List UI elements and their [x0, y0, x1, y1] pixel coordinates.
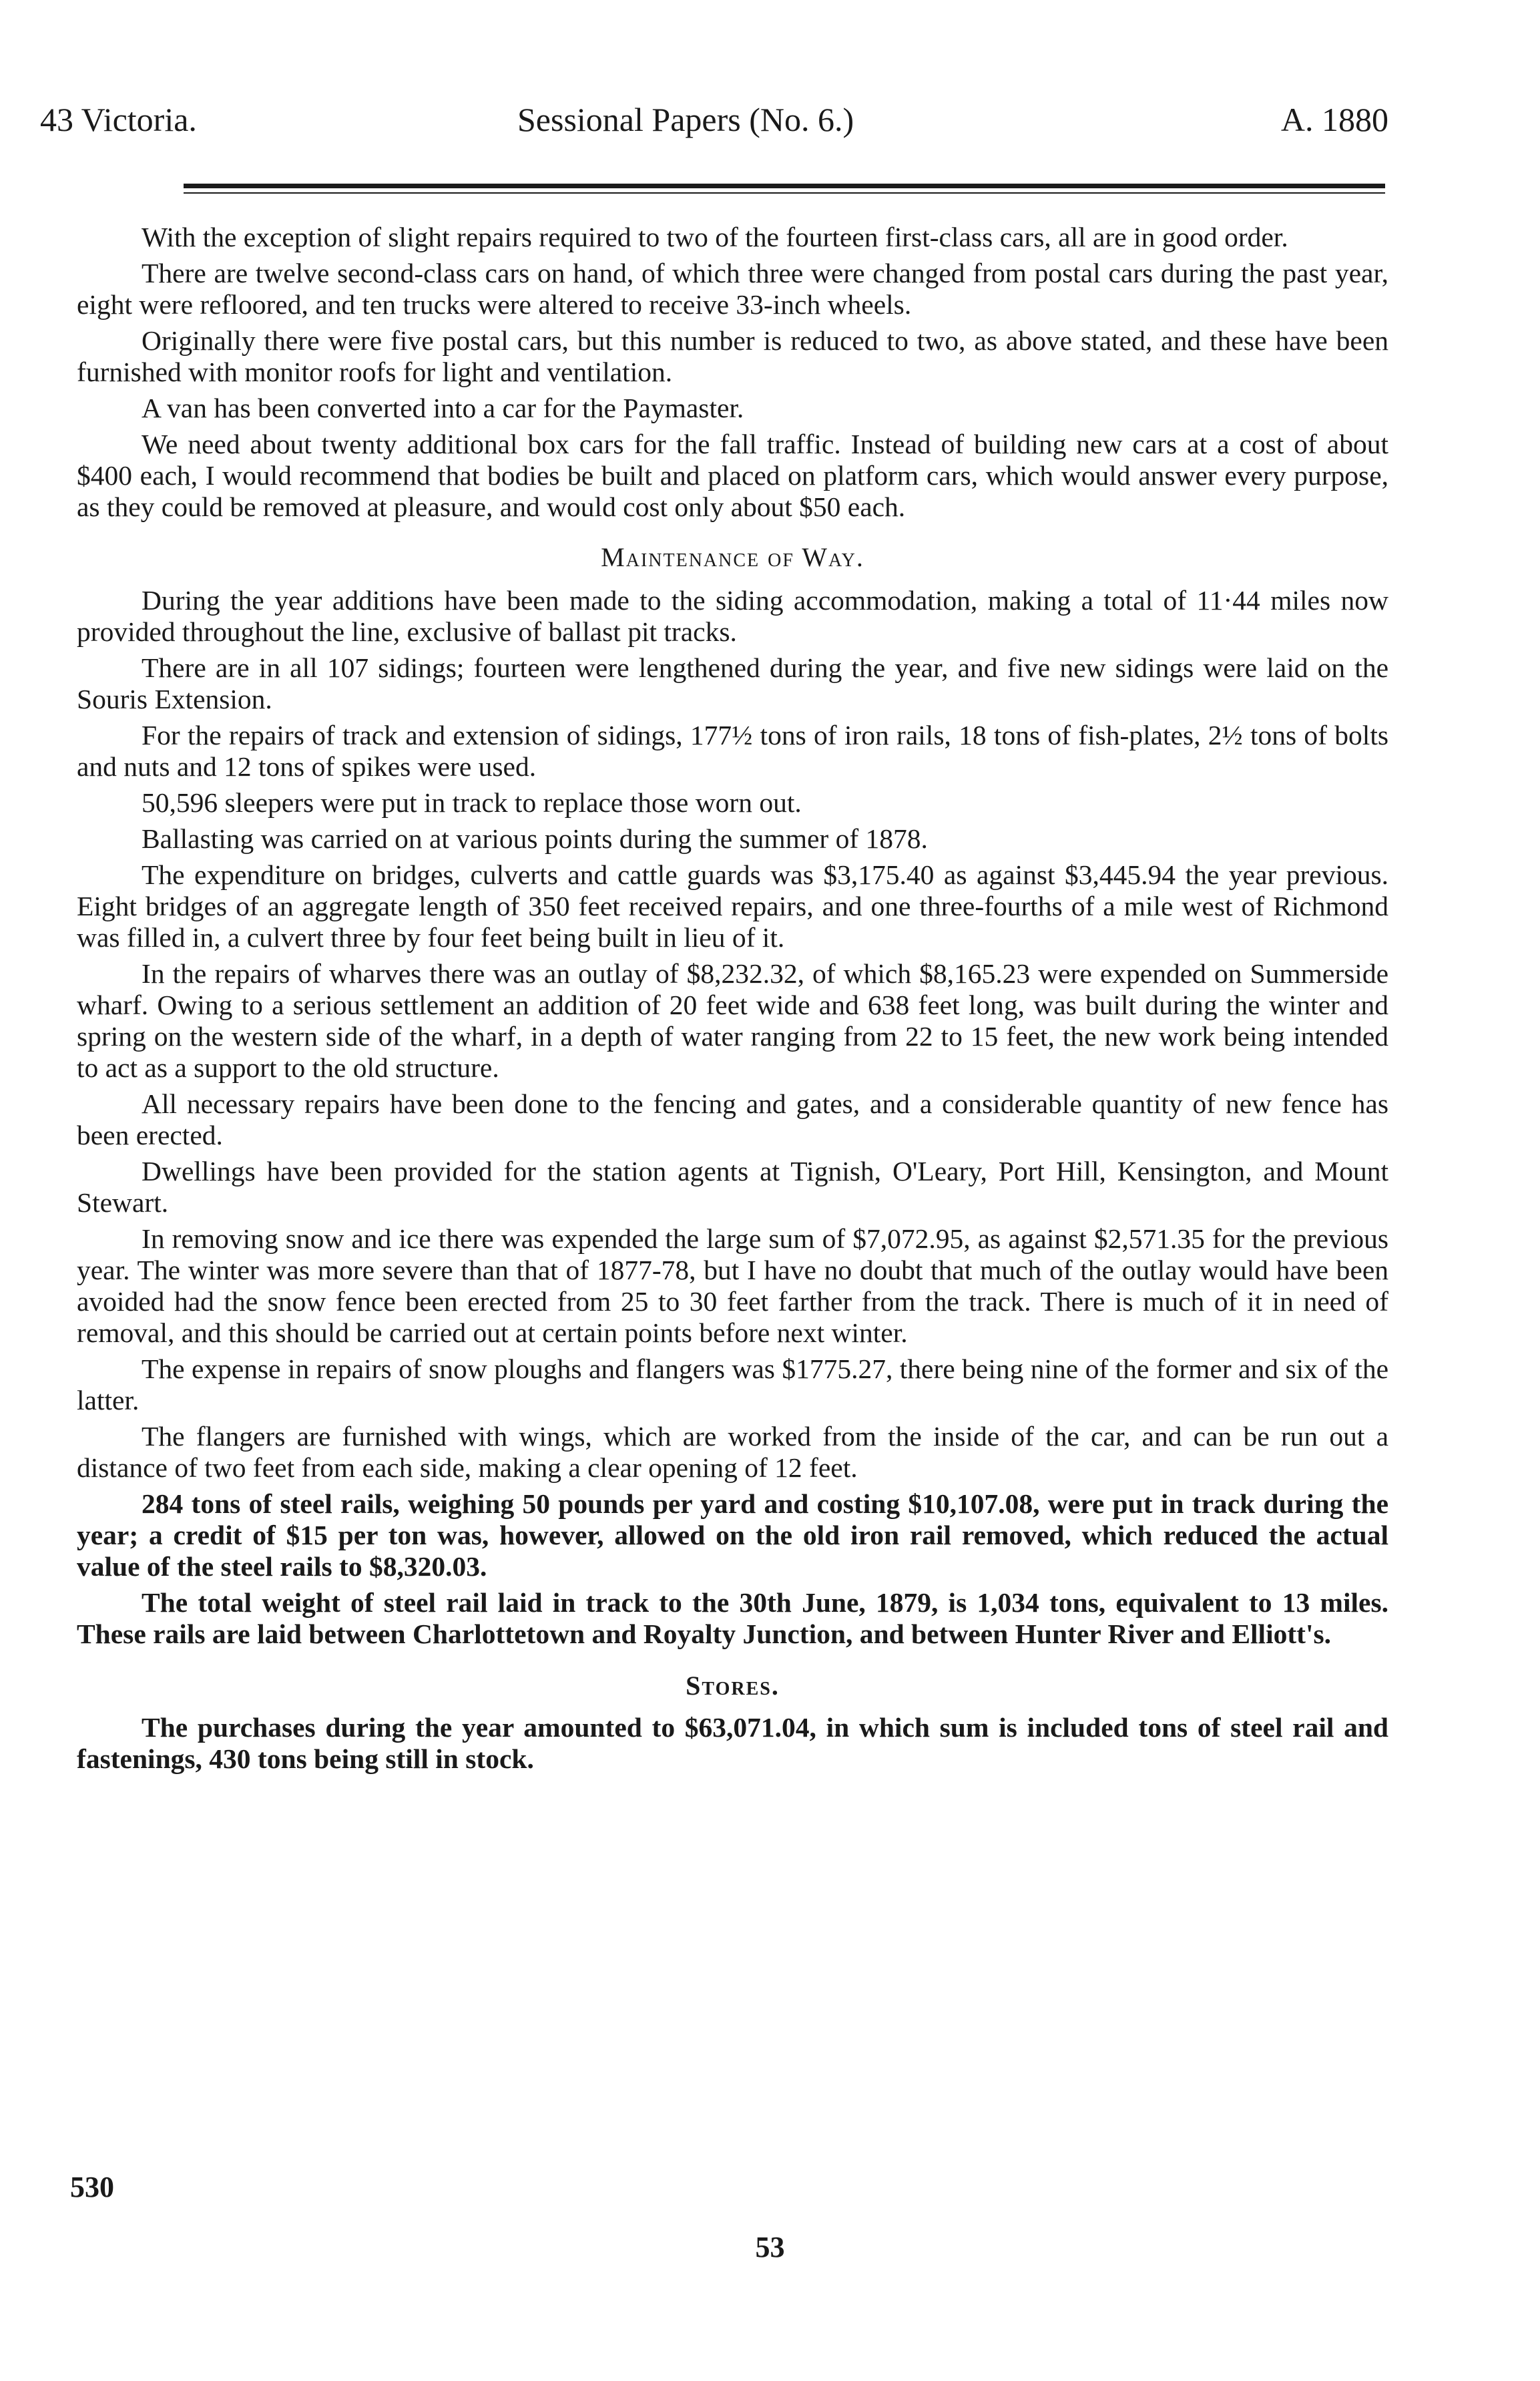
paragraph: The total weight of steel rail laid in track to the 30th June, 1879, is 1,034 tons, equivalent to 13 miles. These rails are laid between Charlottetown and Royalty Junction, and between Hunter River and Elliott's. — [77, 1587, 1388, 1649]
paragraph: There are in all 107 sidings; fourteen were lengthened during the year, and five new sidings were laid on the Souris Extension. — [77, 652, 1388, 714]
body-text — [77, 222, 1388, 1779]
paragraph: With the exception of slight repairs required to two of the fourteen first-class cars, all are in good order. — [142, 222, 1288, 252]
section-heading-maintenance: Maintenance of Way. — [601, 542, 864, 572]
running-head — [40, 100, 1388, 147]
header-center: Sessional Papers (No. 6.) — [517, 101, 854, 138]
paragraph: Originally there were five postal cars, but this number is reduced to two, as above stated, and these have been furnished with monitor roofs for light and ventilation. — [77, 325, 1388, 387]
header-left: 43 Victoria. — [40, 101, 197, 138]
header-rule-thin — [184, 192, 1385, 194]
header-right: A. 1880 — [1280, 101, 1388, 138]
paragraph: The expense in repairs of snow ploughs and flangers was $1775.27, there being nine of the former and six of the latter. — [77, 1353, 1388, 1416]
paragraph: Ballasting was carried on at various points during the summer of 1878. — [142, 823, 928, 854]
paragraph: 50,596 sleepers were put in track to replace those worn out. — [142, 787, 802, 818]
paragraph: There are twelve second-class cars on hand, of which three were changed from postal cars during the past year, eight were refloored, and ten trucks were altered to receive 33-inch wheels. — [77, 258, 1388, 320]
paragraph-stores: The purchases during the year amounted to $63,071.04, in which sum is included tons of steel rail and fastenings, 430 tons being still in stock. — [77, 1712, 1388, 1774]
paragraph: 284 tons of steel rails, weighing 50 pounds per yard and costing $10,107.08, were put in track during the year; a credit of $15 per ton was, however, allowed on the old iron rail removed, which reduced the actual value of the steel rails to $8,320.03. — [77, 1488, 1388, 1582]
paragraph: A van has been converted into a car for the Paymaster. — [142, 393, 744, 423]
header-rule-thick — [184, 184, 1385, 188]
paragraph: For the repairs of track and extension of sidings, 177½ tons of iron rails, 18 tons of fish-plates, 2½ tons of bolts and nuts and 12 tons of spikes were used. — [77, 720, 1388, 782]
paragraph: In the repairs of wharves there was an outlay of $8,232.32, of which $8,165.23 were expended on Summerside wharf. Owing to a serious settlement an addition of 20 feet wide and 638 feet long, was built during the winter and spring on the western side of the wharf, in a depth of water ranging from 22 to 15 feet, the new work being intended to act as a support to the old structure. — [77, 958, 1388, 1083]
paragraph: The expenditure on bridges, culverts and cattle guards was $3,175.40 as against $3,445.94 the year previous. Eight bridges of an aggregate length of 350 feet received repairs, and one three-fourths of a mile west of Richmond was filled in, a culvert three by four feet being built in lieu of it. — [77, 859, 1388, 953]
section-heading-stores: Stores. — [686, 1671, 780, 1701]
page-number: 53 — [755, 2231, 785, 2263]
paragraph: During the year additions have been made to the siding accommodation, making a total of 11·44 miles now provided throughout the line, exclusive of ballast pit tracks. — [77, 585, 1388, 647]
paragraph: All necessary repairs have been done to the fencing and gates, and a considerable quantity of new fence has been erected. — [77, 1088, 1388, 1150]
paragraph: Dwellings have been provided for the station agents at Tignish, O'Leary, Port Hill, Kensington, and Mount Stewart. — [77, 1156, 1388, 1218]
paragraph: In removing snow and ice there was expended the large sum of $7,072.95, as against $2,571.35 for the previous year. The winter was more severe than that of 1877-78, but I have no doubt that much of the outlay would have been avoided had the snow fence been erected from 25 to 30 feet farther from the track. There is much of it in need of removal, and this should be carried out at certain points before next winter. — [77, 1223, 1388, 1348]
paragraph: The flangers are furnished with wings, which are worked from the inside of the car, and can be run out a distance of two feet from each side, making a clear opening of 12 feet. — [77, 1421, 1388, 1483]
marginal-number: 530 — [70, 2171, 114, 2203]
paragraph: We need about twenty additional box cars for the fall traffic. Instead of building new cars at a cost of about $400 each, I would recommend that bodies be built and placed on platform cars, which would answer every purpose, as they could be removed at pleasure, and would cost only about $50 each. — [77, 429, 1388, 522]
